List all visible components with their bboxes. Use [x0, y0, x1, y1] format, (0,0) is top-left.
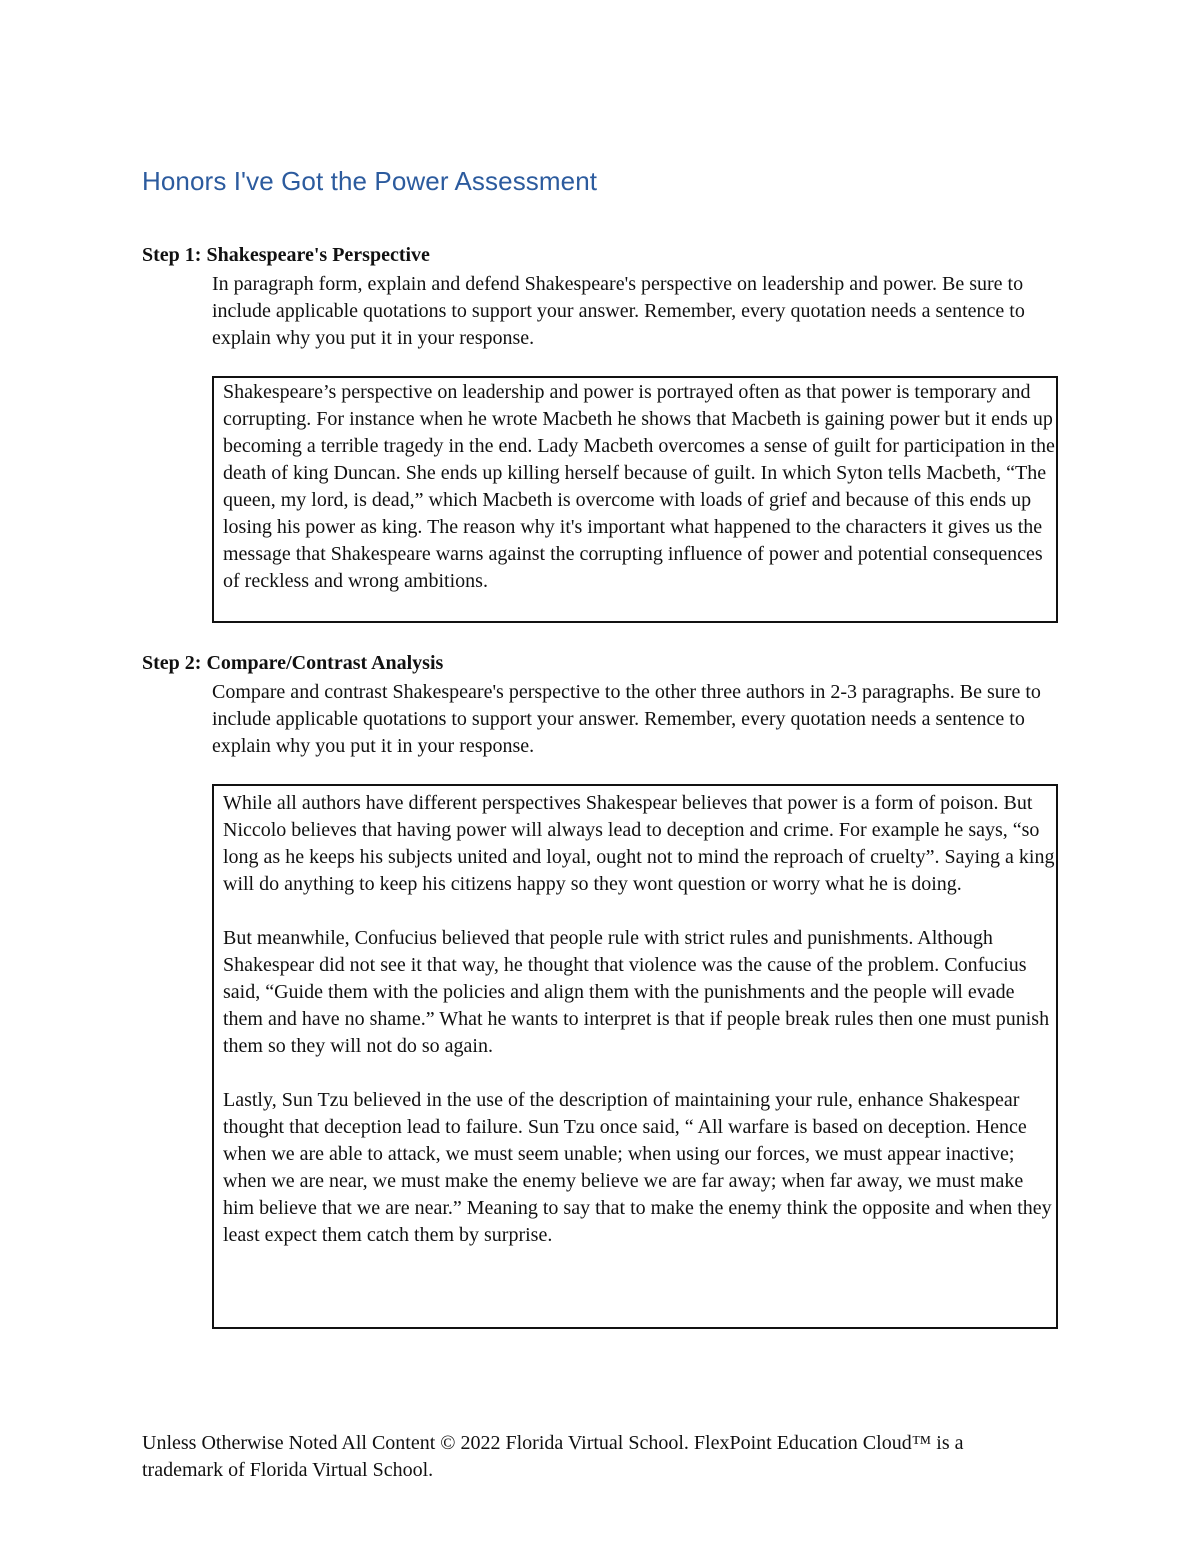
step2-paragraph-machiavelli: While all authors have different perspectives Shakespear believes that power is a form of poison. But Niccolo believes that having power will always lead to deception and crime. For example he says, “so long as he keeps his subjects united and loyal, ought not to mind the reproach of cruelty”. Saying a king will do anything to keep his citizens happy so they wont question or worry what he is doing. — [223, 792, 1055, 895]
step2-paragraph-confucius: But meanwhile, Confucius believed that people rule with strict rules and punishments. Although Shakespear did not see it that way, he thought that violence was the cause of the problem. Confucius said, “Guide them with the policies and align them with the punishments and the people will evade them and have no shame.” What he wants to interpret is that if people break rules then one must punish them so they will not do so again. — [223, 927, 1050, 1057]
step1-heading: Step 1: Shakespeare's Perspective — [142, 244, 430, 266]
step1-response-box — [212, 376, 1058, 623]
document-title: Honors I've Got the Power Assessment — [142, 166, 598, 196]
step2-response-box — [212, 784, 1058, 1329]
step2-instructions: Compare and contrast Shakespeare's perspective to the other three authors in 2-3 paragraphs. Be sure to include applicable quotations to support your answer. Remember, every quotation needs a sentence to explain why you put it in your response. — [212, 681, 1041, 757]
step1-instructions: In paragraph form, explain and defend Shakespeare's perspective on leadership and power. Be sure to include applicable quotations to support your answer. Remember, every quotation needs a sentence to explain why you put it in your response. — [212, 273, 1025, 349]
step1-response-text: Shakespeare’s perspective on leadership and power is portrayed often as that power is temporary and corrupting. For instance when he wrote Macbeth he shows that Macbeth is gaining power but it ends up becoming a terrible tragedy in the end. Lady Macbeth overcomes a sense of guilt for participation in the death of king Duncan. She ends up killing herself because of guilt. In which Syton tells Macbeth, “The queen, my lord, is dead,” which Macbeth is overcome with loads of grief and because of this ends up losing his power as king. The reason why it's important what happened to the characters it gives us the message that Shakespeare warns against the corrupting influence of power and potential consequences of reckless and wrong ambitions. — [223, 381, 1055, 592]
step2-paragraph-sun-tzu: Lastly, Sun Tzu believed in the use of the description of maintaining your rule, enhance Shakespear thought that deception lead to failure. Sun Tzu once said, “ All warfare is based on deception. Hence when we are able to attack, we must seem unable; when using our forces, we must appear inactive; when we are near, we must make the enemy believe we are far away; when far away, we must make him believe that we are near.” Meaning to say that to make the enemy think the opposite and when they least expect them catch them by surprise. — [223, 1089, 1052, 1246]
step2-heading: Step 2: Compare/Contrast Analysis — [142, 652, 444, 674]
copyright-footer: Unless Otherwise Noted All Content © 2022 Florida Virtual School. FlexPoint Education Cloud™ is a trademark of Florida Virtual School. — [142, 1432, 964, 1481]
